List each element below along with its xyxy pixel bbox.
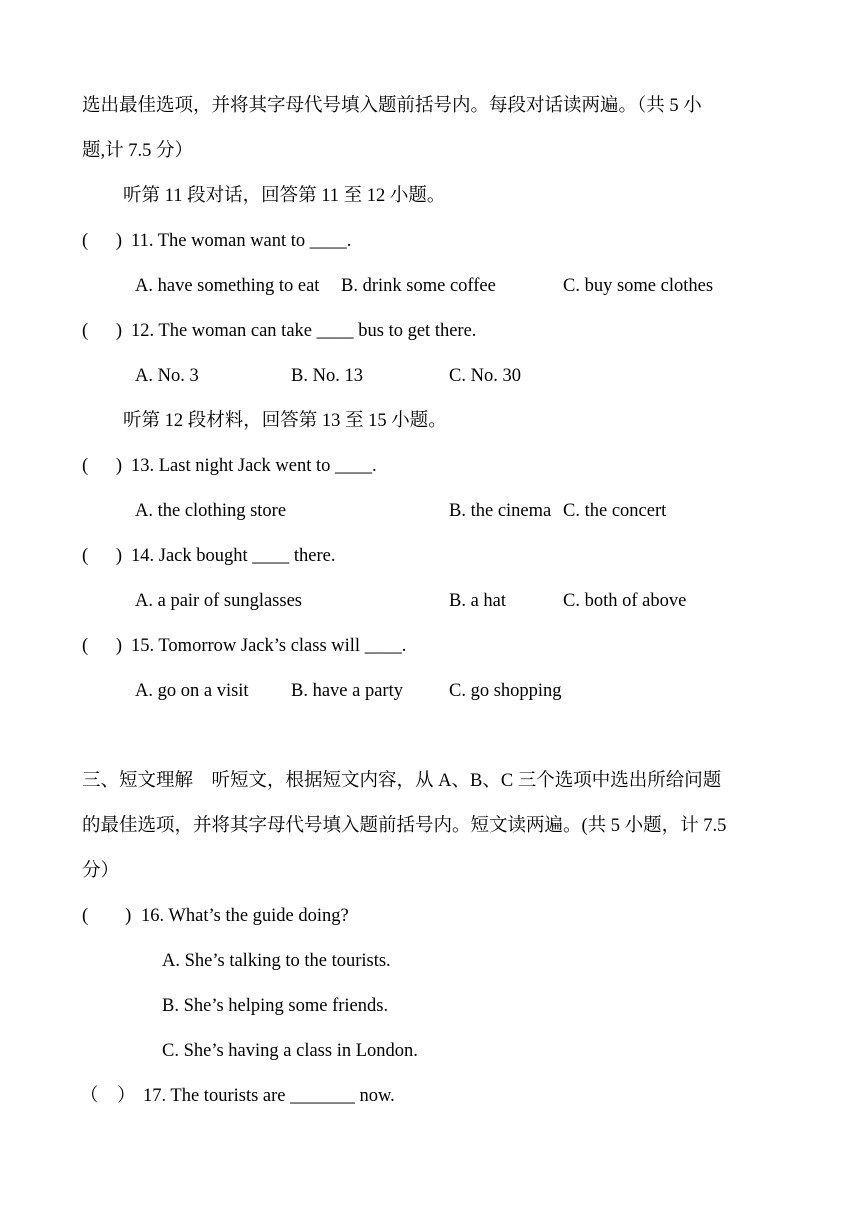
option-a: A. go on a visit: [135, 681, 249, 701]
section-3-line-2: 的最佳选项，并将其字母代号填入题前括号内。短文读两遍。(共 5 小题，计 7.5: [82, 816, 727, 836]
intro-line-1: 选出最佳选项，并将其字母代号填入题前括号内。每段对话读两遍。（共 5 小: [82, 96, 702, 116]
material-12-instruction: 听第 12 段材料，回答第 13 至 15 小题。: [123, 411, 447, 431]
option-b: B. a hat: [449, 591, 507, 611]
option-a: A. have something to eat: [135, 276, 320, 296]
option-c: C. the concert: [563, 501, 667, 521]
option-c: C. go shopping: [449, 681, 562, 701]
section-3-line-3: 分）: [82, 861, 120, 881]
option-a: A. a pair of sunglasses: [135, 591, 302, 611]
question-13: 13. Last night Jack went to ____.: [131, 456, 377, 476]
answer-paren: ( ): [82, 456, 123, 476]
option-a: A. the clothing store: [135, 501, 287, 521]
answer-paren: （ ）: [80, 1086, 136, 1106]
dialogue-11-instruction: 听第 11 段对话，回答第 11 至 12 小题。: [123, 186, 446, 206]
option-b: B. No. 13: [291, 366, 363, 386]
option-b: B. drink some coffee: [341, 276, 496, 296]
answer-paren: ( ): [82, 231, 123, 251]
option-b: B. have a party: [291, 681, 403, 701]
question-14: 14. Jack bought ____ there.: [131, 546, 336, 566]
question-15: 15. Tomorrow Jack’s class will ____.: [131, 636, 407, 656]
question-17: 17. The tourists are _______ now.: [143, 1086, 395, 1106]
question-16: 16. What’s the guide doing?: [141, 906, 349, 926]
intro-line-2: 题,计 7.5 分）: [82, 141, 194, 161]
option-c: C. She’s having a class in London.: [162, 1041, 418, 1061]
section-3-line-1: 三、短文理解 听短文，根据短文内容，从 A、B、C 三个选项中选出所给问题: [82, 771, 722, 791]
option-a: A. No. 3: [135, 366, 199, 386]
question-11: 11. The woman want to ____.: [131, 231, 352, 251]
answer-paren: ( ): [82, 636, 123, 656]
option-c: C. No. 30: [449, 366, 521, 386]
option-c: C. both of above: [563, 591, 687, 611]
answer-paren: ( ): [82, 906, 132, 926]
answer-paren: ( ): [82, 546, 123, 566]
option-b: B. the cinema: [449, 501, 552, 521]
answer-paren: ( ): [82, 321, 123, 341]
option-a: A. She’s talking to the tourists.: [162, 951, 391, 971]
option-c: C. buy some clothes: [563, 276, 714, 296]
question-12: 12. The woman can take ____ bus to get there.: [131, 321, 477, 341]
option-b: B. She’s helping some friends.: [162, 996, 389, 1016]
